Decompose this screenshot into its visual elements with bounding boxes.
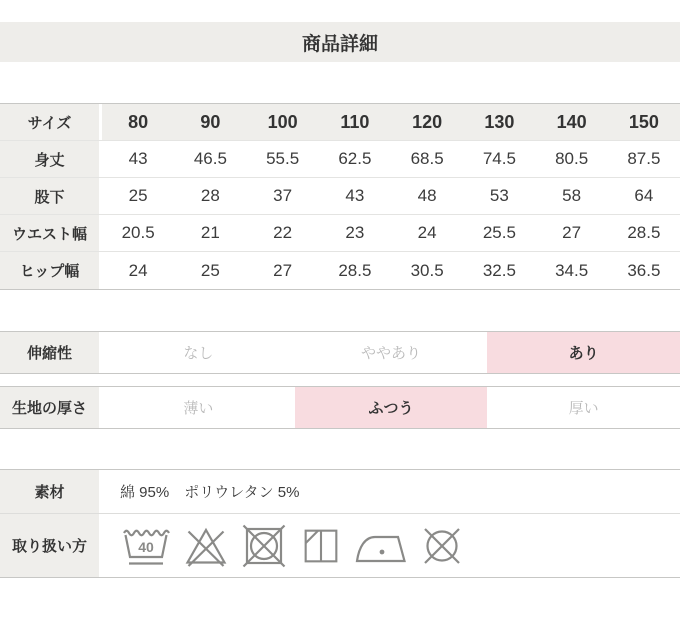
table-cell: 27 [562, 223, 582, 242]
row-label: 身丈 [0, 141, 102, 177]
do-not-bleach-icon [182, 522, 230, 570]
size-column-header: 90 [200, 111, 221, 132]
stretch-option-none: なし [183, 345, 214, 362]
table-row-hip-width [0, 252, 680, 289]
size-table-header-row [0, 104, 680, 141]
table-cell: 58 [562, 186, 582, 205]
details-section [0, 469, 680, 578]
table-cell: 20.5 [121, 223, 155, 242]
size-column-header: 80 [128, 111, 149, 132]
line-dry-in-shade-icon [298, 522, 344, 570]
stretch-attribute-row [0, 331, 680, 374]
stretch-option-some: ややあり [361, 345, 422, 362]
thickness-attribute-row [0, 386, 680, 429]
size-column-header: 140 [556, 111, 587, 132]
table-cell: 43 [128, 149, 148, 168]
care-row [0, 514, 680, 577]
table-row-waist-width [0, 215, 680, 252]
table-cell: 30.5 [410, 260, 444, 280]
table-cell: 80.5 [555, 149, 589, 168]
table-cell: 25 [200, 260, 220, 280]
svg-text:40: 40 [138, 538, 154, 555]
table-cell: 27 [273, 260, 293, 280]
care-label: 取り扱い方 [0, 514, 102, 577]
table-cell: 55.5 [266, 149, 300, 168]
table-cell: 21 [200, 223, 220, 242]
table-cell: 25 [128, 186, 148, 205]
table-cell: 28.5 [338, 260, 372, 280]
table-cell: 48 [417, 186, 437, 205]
thickness-option-normal-selected: ふつう [295, 387, 488, 428]
row-label: 股下 [0, 178, 102, 214]
wash-40-gentle-icon [120, 522, 172, 570]
material-label: 素材 [0, 470, 102, 513]
table-cell: 37 [273, 186, 293, 205]
thickness-label: 生地の厚さ [0, 387, 102, 428]
table-cell: 32.5 [482, 260, 516, 280]
table-cell: 24 [417, 223, 437, 242]
do-not-tumble-dry-icon [240, 522, 288, 570]
table-cell: 24 [128, 260, 148, 280]
table-cell: 74.5 [482, 149, 516, 168]
table-cell: 64 [634, 186, 654, 205]
table-cell: 34.5 [555, 260, 589, 280]
table-cell: 25.5 [482, 223, 516, 242]
do-not-dryclean-icon [418, 522, 466, 570]
size-column-header: 130 [484, 111, 515, 132]
table-cell: 28 [200, 186, 220, 205]
thickness-option-thick: 厚い [568, 400, 599, 417]
size-column-header: 100 [267, 111, 298, 132]
table-cell: 53 [489, 186, 509, 205]
size-column-header: 120 [412, 111, 443, 132]
iron-low-heat-icon [354, 523, 408, 569]
page-title-text: 商品詳細 [301, 33, 378, 55]
table-cell: 46.5 [193, 149, 227, 168]
table-cell: 87.5 [627, 149, 661, 168]
table-cell: 36.5 [627, 260, 661, 280]
size-table [0, 103, 680, 290]
table-cell: 68.5 [410, 149, 444, 168]
size-column-header: 150 [628, 111, 659, 132]
table-cell: 28.5 [627, 223, 661, 242]
material-value: 綿 95% ポリウレタン 5% [120, 484, 300, 501]
row-label: ヒップ幅 [0, 252, 102, 289]
size-column-header: 110 [340, 111, 370, 132]
page-title [0, 22, 680, 62]
stretch-label: 伸縮性 [0, 332, 102, 373]
table-cell: 23 [345, 223, 365, 242]
thickness-option-thin: 薄い [183, 400, 214, 417]
table-cell: 22 [273, 223, 293, 242]
care-symbols [102, 514, 680, 577]
stretch-option-yes-selected: あり [487, 332, 680, 373]
row-label: ウエスト幅 [0, 215, 102, 251]
table-row-inseam [0, 178, 680, 215]
table-row-body-length [0, 141, 680, 178]
table-cell: 62.5 [338, 149, 372, 168]
material-row [0, 470, 680, 514]
table-cell: 43 [345, 186, 365, 205]
size-table-corner-label: サイズ [0, 104, 102, 140]
